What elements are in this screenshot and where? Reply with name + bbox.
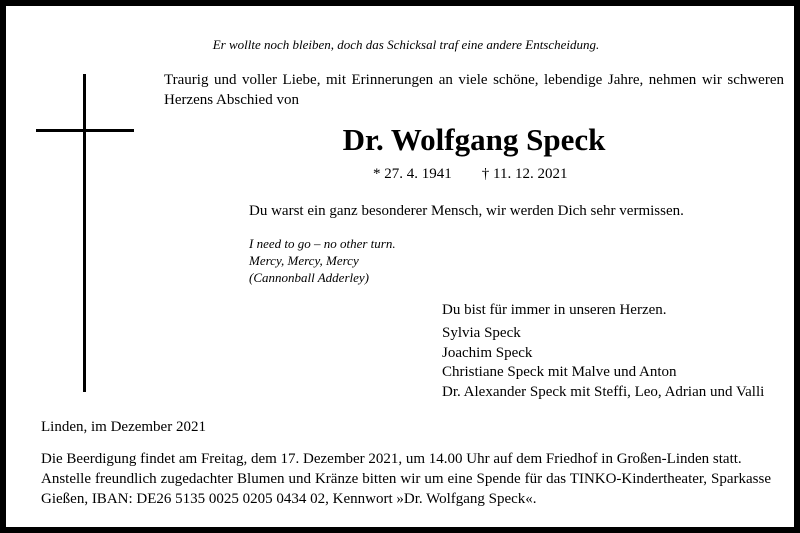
life-dates: [373, 166, 567, 183]
signer-name: Joachim Speck: [442, 344, 533, 361]
signer-list: [442, 324, 764, 402]
cross-horizontal-bar: [36, 129, 134, 132]
deceased-name: Dr. Wolfgang Speck: [342, 122, 606, 157]
signer-name: Sylvia Speck: [442, 325, 521, 341]
quote-author: (Cannonball Adderley): [249, 270, 369, 285]
funeral-info: [41, 449, 771, 509]
quote-block: [249, 235, 396, 286]
closing-line: Du bist für immer in unseren Herzen.: [442, 302, 667, 318]
funeral-notice: Die Beerdigung findet am Freitag, dem 17. Dezember 2021, um 14.00 Uhr auf dem Friedhof in Großen-Linden statt.: [41, 451, 742, 467]
quote-line: Mercy, Mercy, Mercy: [249, 253, 359, 268]
death-date: † 11. 12. 2021: [481, 166, 568, 182]
cross-vertical-bar: [83, 74, 86, 392]
quote-line: I need to go – no other turn.: [249, 236, 396, 251]
motto: Er wollte noch bleiben, doch das Schicksal traf eine andere Entscheidung.: [212, 37, 600, 52]
signer-name: Christiane Speck mit Malve und Anton: [442, 364, 677, 380]
birth-date: * 27. 4. 1941: [373, 166, 452, 182]
signer-name: Dr. Alexander Speck mit Steffi, Leo, Adrian und Valli: [442, 383, 765, 400]
intro-text: Traurig und voller Liebe, mit Erinnerungen an viele schöne, lebendige Jahre, nehmen wir schweren Herzens Abschied von: [164, 72, 784, 108]
farewell-message: Du warst ein ganz besonderer Mensch, wir werden Dich sehr vermissen.: [249, 203, 684, 219]
place-and-date: Linden, im Dezember 2021: [41, 419, 206, 435]
donation-request: Anstelle freundlich zugedachter Blumen und Kränze bitten wir um eine Spende für das TINKO-Kindertheater, Sparkasse Gießen, IBAN: DE26 5135 0025 0205 0434 02, Kennwort »Dr. Wolfgang Speck«.: [41, 471, 771, 507]
